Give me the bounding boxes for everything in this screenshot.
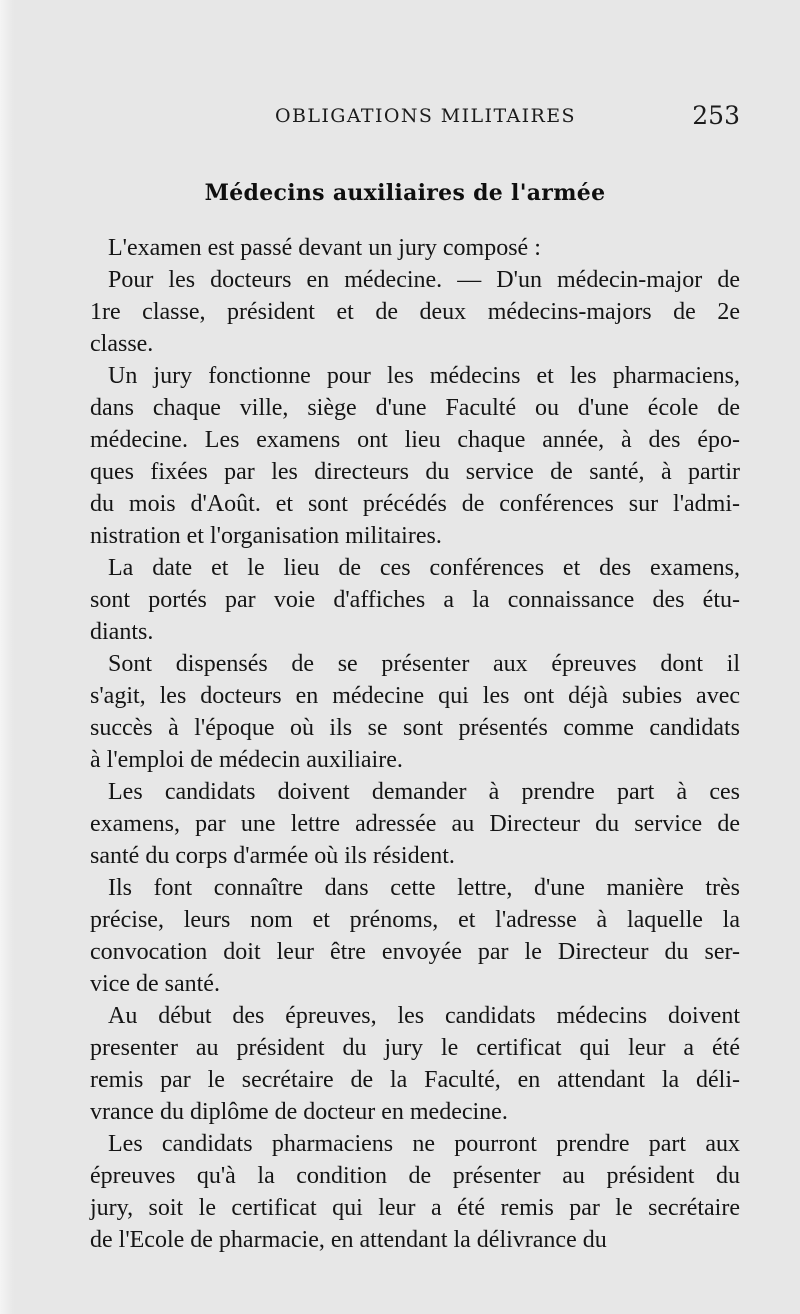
- paragraph: [70, 1128, 740, 1256]
- paragraph: [70, 776, 740, 872]
- page-number: 253: [692, 101, 740, 130]
- text-line: précise, leurs nom et prénoms, et l'adresse à laquelle la: [90, 907, 740, 933]
- text-line: presenter au président du jury le certificat qui leur a été: [90, 1035, 740, 1061]
- text-line: classe.: [90, 331, 154, 357]
- running-head: OBLIGATIONS MILITAIRES: [275, 105, 576, 127]
- text-line: convocation doit leur être envoyée par le Directeur du ser-: [90, 939, 740, 965]
- text-line: Un jury fonctionne pour les médecins et les pharmaciens,: [108, 363, 740, 389]
- paragraph: [70, 264, 740, 360]
- text-line: Les candidats doivent demander à prendre part à ces: [108, 779, 740, 805]
- paragraph: [70, 360, 740, 552]
- paragraph: [70, 1000, 740, 1128]
- text-line: Les candidats pharmaciens ne pourront prendre part aux: [108, 1131, 740, 1157]
- text-line: La date et le lieu de ces conférences et des examens,: [108, 555, 740, 581]
- text-line: ques fixées par les directeurs du service de santé, à partir: [90, 459, 740, 485]
- text-line: Pour les docteurs en médecine. — D'un médecin-major de: [108, 267, 740, 293]
- paragraph: [70, 872, 740, 1000]
- text-line: dans chaque ville, siège d'une Faculté ou d'une école de: [90, 395, 740, 421]
- text-line: sont portés par voie d'affiches a la connaissance des étu-: [90, 587, 740, 613]
- section-title: Médecins auxiliaires de l'armée: [204, 180, 606, 206]
- text-line: à l'emploi de médecin auxiliaire.: [90, 747, 403, 773]
- text-line: vrance du diplôme de docteur en medecine.: [90, 1099, 508, 1125]
- text-line: Sont dispensés de se présenter aux épreuves dont il: [108, 651, 740, 677]
- text-line: Ils font connaître dans cette lettre, d'une manière très: [108, 875, 740, 901]
- page-left-edge: [0, 0, 14, 1314]
- text-line: de l'Ecole de pharmacie, en attendant la délivrance du: [90, 1227, 607, 1253]
- text-line: nistration et l'organisation militaires.: [90, 523, 442, 549]
- body-text: [70, 232, 740, 1256]
- paragraph: [70, 232, 740, 264]
- text-line: médecine. Les examens ont lieu chaque année, à des épo-: [90, 427, 740, 453]
- text-line: épreuves qu'à la condition de présenter au président du: [90, 1163, 740, 1189]
- paragraph: [70, 552, 740, 648]
- text-line: santé du corps d'armée où ils résident.: [90, 843, 455, 869]
- text-line: diants.: [90, 619, 154, 645]
- paragraph: [70, 648, 740, 776]
- text-line: remis par le secrétaire de la Faculté, en attendant la déli-: [90, 1067, 740, 1093]
- text-line: examens, par une lettre adressée au Directeur du service de: [90, 811, 740, 837]
- text-line: succès à l'époque où ils se sont présentés comme candidats: [90, 715, 740, 741]
- text-line: 1re classe, président et de deux médecins-majors de 2e: [90, 299, 740, 325]
- text-line: s'agit, les docteurs en médecine qui les ont déjà subies avec: [90, 683, 740, 709]
- text-line: Au début des épreuves, les candidats médecins doivent: [108, 1003, 740, 1029]
- text-line: vice de santé.: [90, 971, 220, 997]
- text-line: jury, soit le certificat qui leur a été remis par le secrétaire: [90, 1195, 740, 1221]
- text-line: du mois d'Août. et sont précédés de conférences sur l'admi-: [90, 491, 740, 517]
- text-line: L'examen est passé devant un jury composé :: [108, 235, 541, 261]
- page-header: [70, 101, 740, 133]
